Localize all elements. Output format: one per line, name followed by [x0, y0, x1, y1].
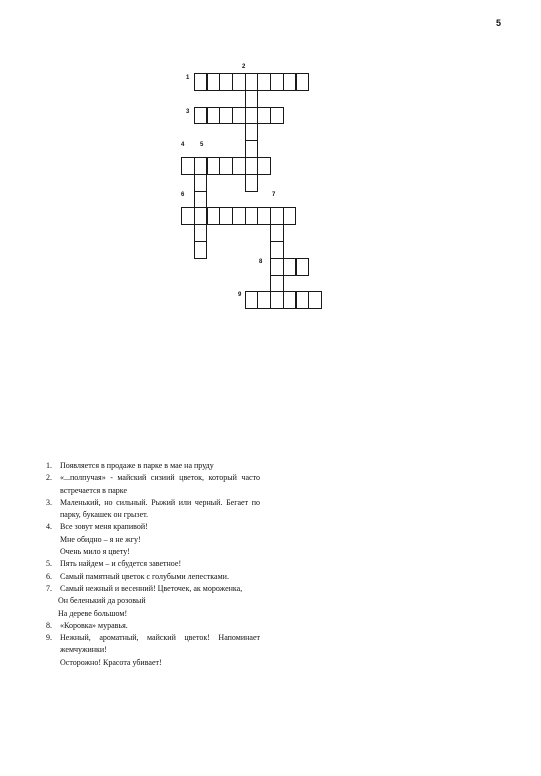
- crossword-grid: [0, 0, 541, 320]
- crossword-cell[interactable]: [207, 107, 221, 125]
- crossword-cell[interactable]: [219, 207, 233, 225]
- clue-number: 5.: [46, 559, 52, 569]
- crossword-cell[interactable]: [194, 224, 208, 242]
- crossword-cell[interactable]: [194, 174, 208, 192]
- crossword-cell[interactable]: [194, 207, 208, 225]
- crossword-cell[interactable]: [194, 191, 208, 209]
- crossword-cell[interactable]: [270, 107, 284, 125]
- crossword-cell[interactable]: [194, 73, 208, 91]
- crossword-cell[interactable]: [283, 291, 297, 309]
- clue-text-line: Очень мило я цвету!: [60, 547, 130, 557]
- crossword-cell[interactable]: [232, 207, 246, 225]
- clue-3: [46, 497, 260, 522]
- crossword-cell[interactable]: [207, 207, 221, 225]
- crossword-cell[interactable]: [257, 207, 271, 225]
- clue-text: Появляется в продаже в парке в мае на пруду: [60, 461, 214, 470]
- clue-text-line: Он беленький да розовый: [58, 596, 146, 606]
- clue-number-label: 1: [186, 75, 190, 81]
- clue-text: «...полпучая» - майский сизиий цветок, который часто встречается в парке: [60, 473, 260, 495]
- crossword-cell[interactable]: [257, 73, 271, 91]
- crossword-cell[interactable]: [232, 107, 246, 125]
- crossword-cell[interactable]: [245, 207, 259, 225]
- clue-number: 8.: [46, 620, 52, 630]
- crossword-cell[interactable]: [257, 291, 271, 309]
- crossword-cell[interactable]: [270, 207, 284, 225]
- crossword-cell[interactable]: [296, 291, 310, 309]
- clue-text-line: Мне обидно – я не жгу!: [60, 534, 141, 544]
- clue-text: Маленький, но сильный. Рыжий или черный. Бегает по парку, букашек он грызет.: [60, 497, 260, 520]
- crossword-cell[interactable]: [219, 73, 233, 91]
- clue-number: 3.: [46, 497, 52, 507]
- crossword-cell[interactable]: [270, 258, 284, 276]
- clue-text: «Коровка» муравья.: [60, 620, 128, 630]
- crossword-cell[interactable]: [194, 157, 208, 175]
- crossword-cell[interactable]: [270, 241, 284, 259]
- clue-text: Самый нежный и весенний! Цветочек, ак мороженка,: [60, 583, 243, 593]
- clue-number-label: 8: [259, 259, 263, 265]
- page-number: 5: [495, 18, 501, 28]
- clue-number: 1.: [46, 461, 52, 470]
- crossword-cell[interactable]: [270, 291, 284, 309]
- crossword-cell[interactable]: [207, 73, 221, 91]
- clue-text: Пять найдем – и сбудется заветное!: [60, 559, 182, 569]
- crossword-cell[interactable]: [219, 157, 233, 175]
- clue-number-label: 2: [242, 64, 246, 70]
- clue-text: Самый памятный цветок с голубыми лепестками.: [60, 571, 229, 581]
- clue-number-label: 7: [272, 192, 276, 198]
- crossword-cell[interactable]: [232, 73, 246, 91]
- clue-number-label: 6: [181, 192, 185, 198]
- clue-5: [46, 558, 260, 570]
- clue-list: [46, 460, 260, 669]
- clue-text-line: Осторожно! Красота убивает!: [60, 657, 162, 667]
- clue-8: [46, 620, 260, 632]
- clue-number-label: 5: [200, 142, 204, 148]
- crossword-cell[interactable]: [283, 73, 297, 91]
- crossword-cell[interactable]: [257, 157, 271, 175]
- crossword-cell[interactable]: [245, 157, 259, 175]
- crossword-cell[interactable]: [270, 224, 284, 242]
- crossword-cell[interactable]: [194, 107, 208, 125]
- clue-number-label: 9: [238, 292, 242, 298]
- crossword-cell[interactable]: [283, 207, 297, 225]
- clue-number-label: 4: [181, 142, 185, 148]
- clue-7: [46, 583, 260, 595]
- clue-number: 7.: [46, 583, 52, 593]
- clue-1: [46, 460, 260, 472]
- clue-number: 4.: [46, 522, 52, 532]
- clue-text: Все зовут меня крапивой!: [60, 522, 148, 532]
- clue-number-label: 3: [186, 109, 190, 115]
- crossword-cell[interactable]: [245, 123, 259, 141]
- crossword-cell[interactable]: [245, 291, 259, 309]
- clue-2: [46, 472, 260, 497]
- crossword-cell[interactable]: [245, 174, 259, 192]
- crossword-cell[interactable]: [207, 157, 221, 175]
- crossword-cell[interactable]: [270, 275, 284, 293]
- crossword-cell[interactable]: [181, 207, 195, 225]
- crossword-cell[interactable]: [270, 73, 284, 91]
- clue-9: [46, 632, 260, 657]
- clue-number: 9.: [46, 633, 52, 643]
- crossword-cell[interactable]: [245, 140, 259, 158]
- crossword-cell[interactable]: [296, 258, 310, 276]
- crossword-cell[interactable]: [219, 107, 233, 125]
- clue-number: 6.: [46, 571, 52, 581]
- crossword-cell[interactable]: [257, 107, 271, 125]
- crossword-cell[interactable]: [283, 258, 297, 276]
- crossword-cell[interactable]: [194, 241, 208, 259]
- crossword-cell[interactable]: [245, 107, 259, 125]
- crossword-cell[interactable]: [245, 90, 259, 108]
- crossword-cell[interactable]: [232, 157, 246, 175]
- clue-number: 2.: [46, 473, 52, 483]
- crossword-cell[interactable]: [245, 73, 259, 91]
- crossword-cell[interactable]: [181, 157, 195, 175]
- clue-text-line: На дереве большом!: [58, 608, 128, 618]
- clue-text: Нежный, ароматный, майский цветок! Напоминает жемчужинки!: [60, 633, 260, 655]
- clue-4: [46, 521, 260, 533]
- crossword-cell[interactable]: [296, 73, 310, 91]
- crossword-cell[interactable]: [308, 291, 322, 309]
- clue-6: [46, 571, 260, 583]
